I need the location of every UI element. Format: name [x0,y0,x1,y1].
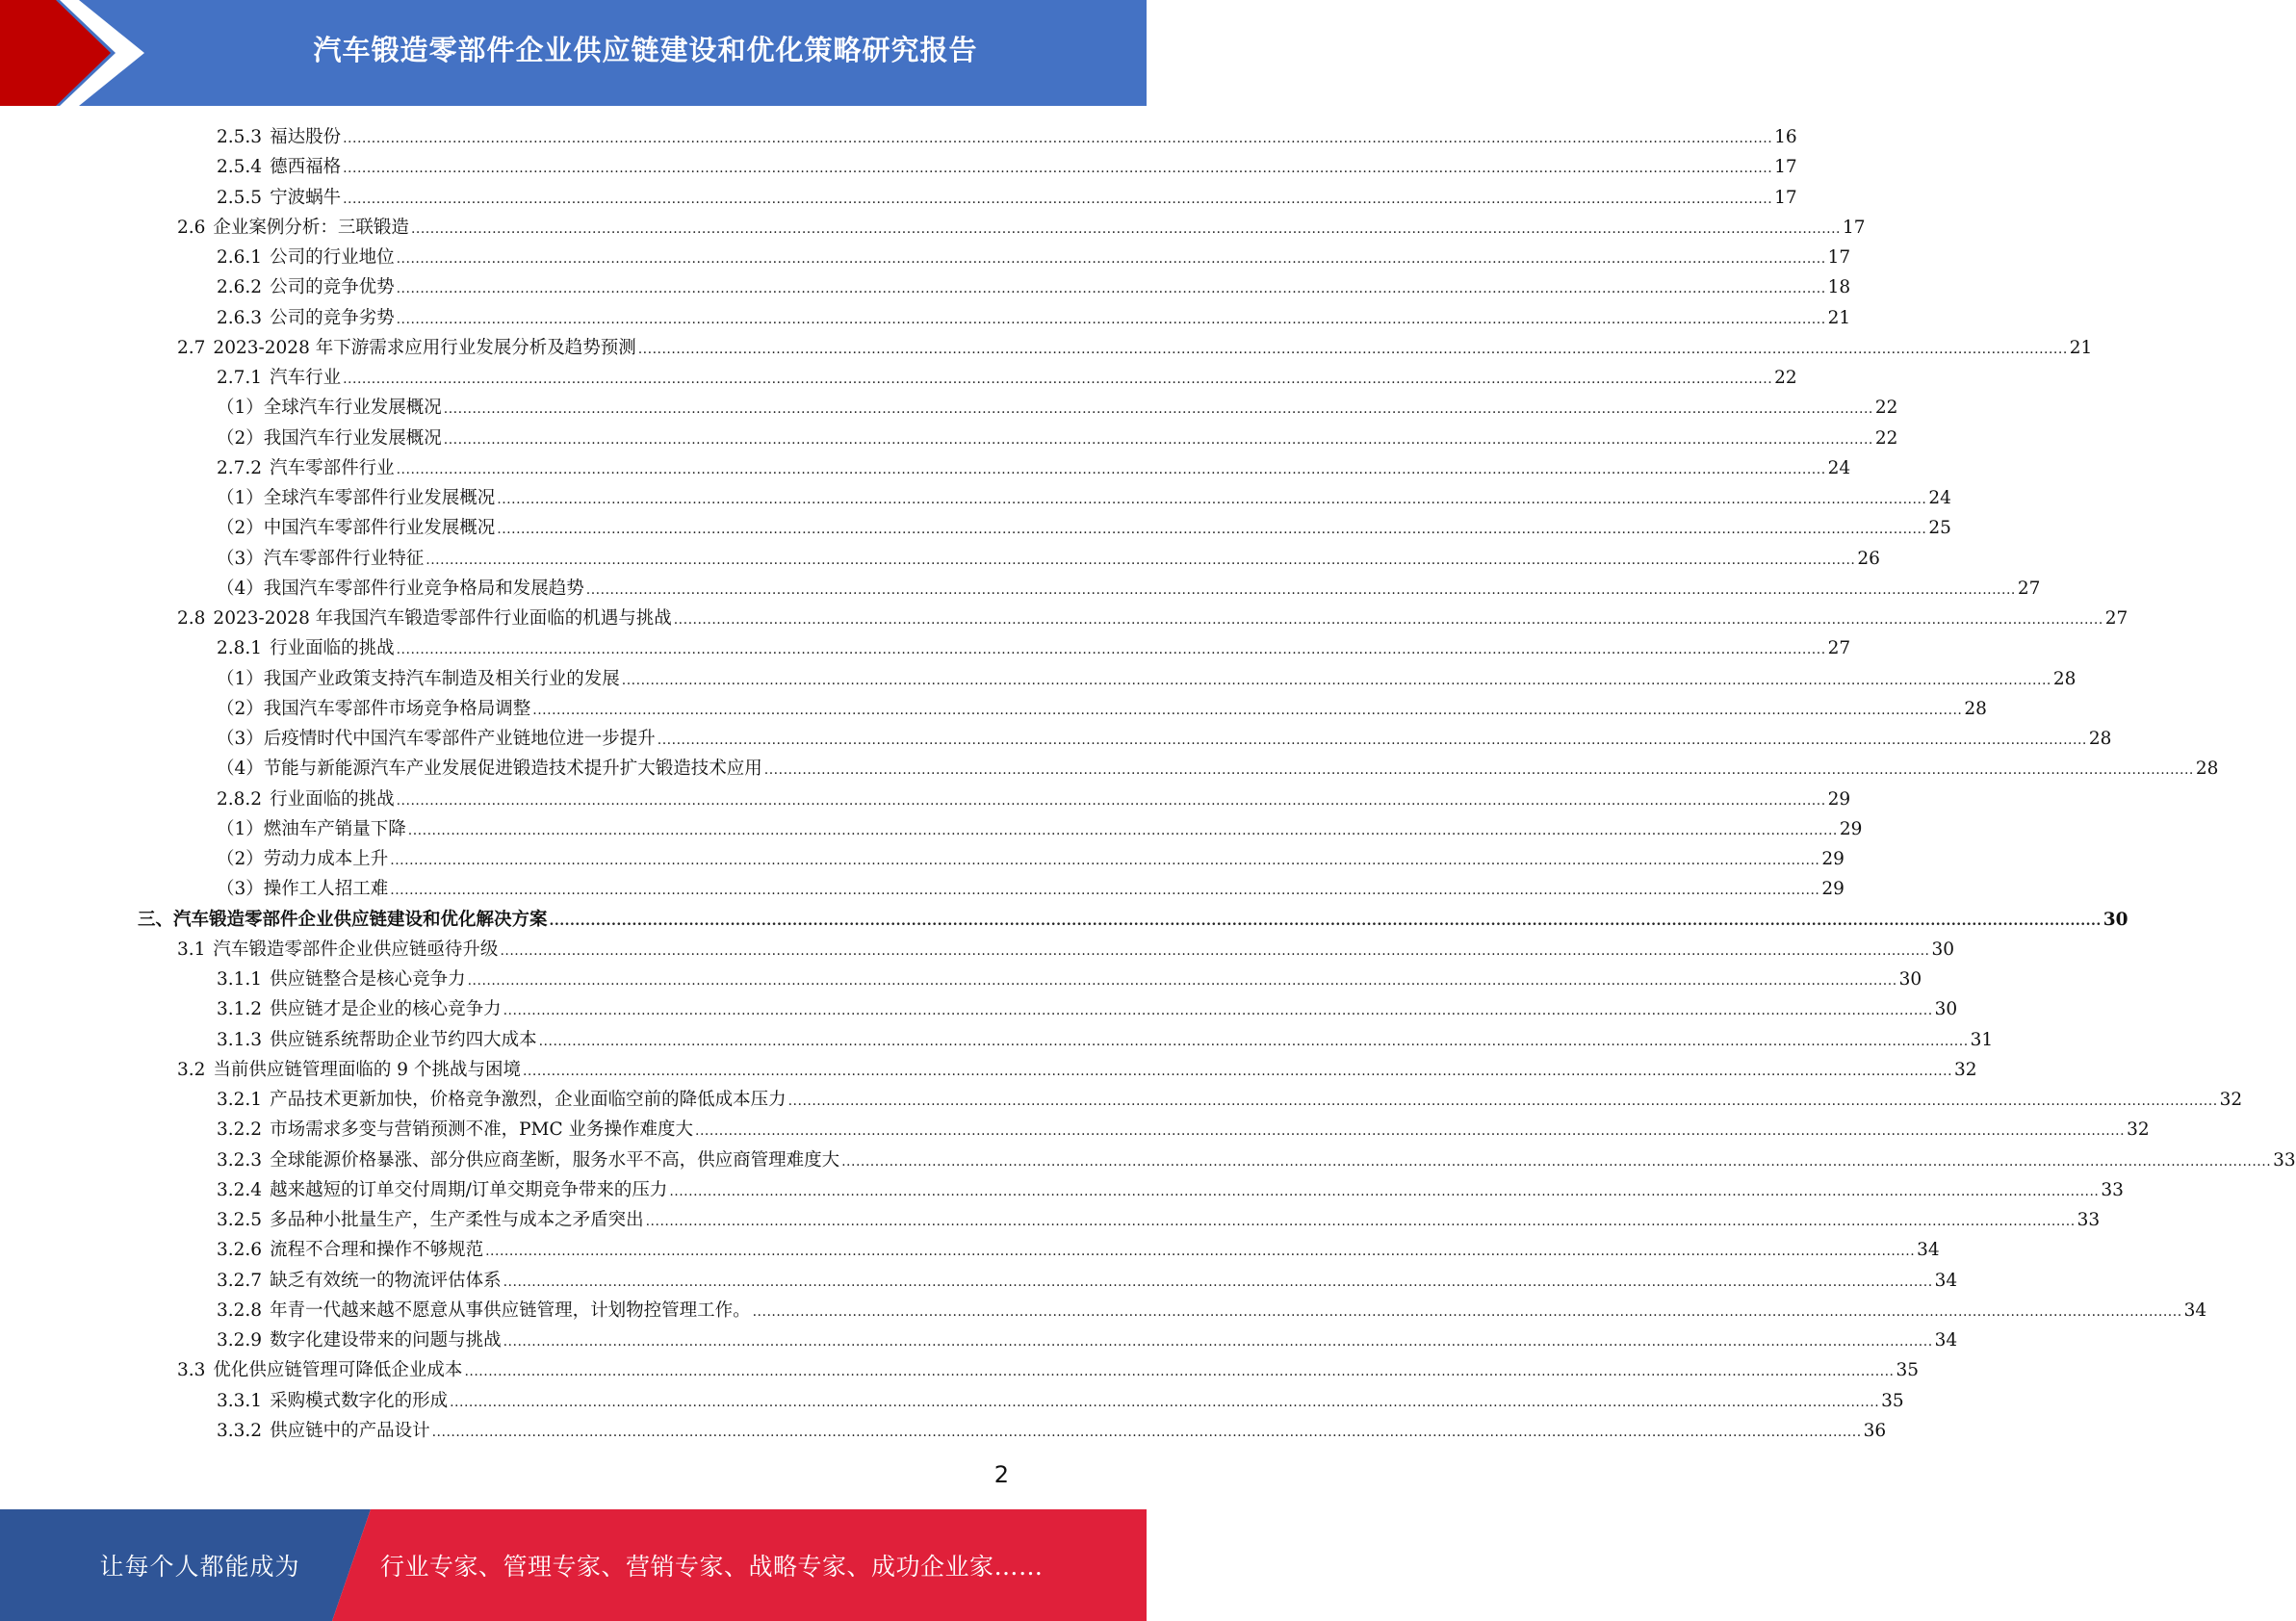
toc-entry[interactable] [217,424,1898,453]
toc-entry-title: 德西福格 [270,157,342,178]
toc-entry-number: 3.1.2 [217,999,263,1020]
toc-entry-number: 2.7.1 [217,368,263,388]
toc-entry-number: 2.8.1 [217,638,263,659]
toc-entry-title: 汽车零部件行业 [270,457,395,478]
toc-entry[interactable] [217,994,1958,1024]
toc-entry-page: 17 [1843,217,1866,238]
toc-entry[interactable] [177,1355,1920,1385]
toc-entry-title: （4）我国汽车零部件行业竞争格局和发展趋势 [217,578,584,599]
toc-entry[interactable] [217,1325,1958,1355]
toc-dot-leader: ............................................................................................................................................................................................................................................................................................................ [538,1033,1969,1049]
toc-entry-title: 多品种小批量生产，生产柔性与成本之矛盾突出 [270,1210,644,1230]
toc-entry[interactable] [217,152,1797,182]
toc-dot-leader: ............................................................................................................................................................................................................................................................................................................ [396,311,1826,327]
toc-entry[interactable] [217,1386,1904,1416]
toc-entry-page: 28 [1964,698,1987,719]
toc-entry-page: 16 [1774,127,1797,147]
toc-dot-leader: ............................................................................................................................................................................................................................................................................................................ [343,131,1773,146]
toc-entry[interactable] [217,1025,1994,1055]
toc-entry-title: 行业面临的挑战 [270,788,395,810]
toc-entry[interactable] [217,965,1922,994]
toc-dot-leader: ............................................................................................................................................................................................................................................................................................................ [585,581,2016,598]
toc-entry-title: 采购模式数字化的形成 [270,1390,449,1411]
toc-entry-page: 24 [1827,457,1851,478]
toc-entry-title: 数字化建设带来的问题与挑战 [270,1330,502,1351]
toc-entry-page: 28 [2088,729,2112,749]
toc-entry[interactable] [217,1115,2150,1145]
toc-entry[interactable] [217,724,2112,754]
toc-entry-number: 2.8.2 [217,788,263,810]
toc-entry-number: 3.2.5 [217,1210,263,1230]
toc-entry-number: 3.2.3 [217,1149,263,1171]
toc-entry-title: 2023-2028 年我国汽车锻造零部件行业面临的机遇与挑战 [213,608,672,629]
toc-dot-leader: ............................................................................................................................................................................................................................................................................................................ [645,1214,2076,1229]
toc-entry-page: 33 [2101,1179,2124,1200]
toc-entry[interactable] [217,1205,2101,1235]
toc-entry-number: 2.5.4 [217,157,263,178]
toc-dot-leader: ............................................................................................................................................................................................................................................................................................................ [695,1123,2126,1140]
toc-entry[interactable] [217,785,1851,814]
toc-entry[interactable] [217,1416,1887,1446]
toc-entry[interactable] [138,905,2128,935]
toc-entry-number: 2.8 [177,608,206,629]
toc-entry-page: 17 [1774,187,1797,208]
toc-entry-page: 32 [1954,1059,1977,1080]
toc-entry-page: 29 [1839,818,1863,839]
toc-dot-leader: ............................................................................................................................................................................................................................................................................................................ [485,1244,1916,1260]
toc-dot-leader: ............................................................................................................................................................................................................................................................................................................ [657,733,2087,748]
toc-entry-number: 3.2.4 [217,1179,263,1200]
toc-dot-leader: ............................................................................................................................................................................................................................................................................................................ [343,161,1773,177]
toc-entry[interactable] [217,1175,2124,1205]
page-footer [0,1509,1147,1621]
toc-entry-page: 29 [1821,849,1845,869]
toc-dot-leader: ............................................................................................................................................................................................................................................................................................................ [637,341,2068,357]
toc-entry[interactable] [217,1085,2243,1115]
toc-entry-number: 3.3.1 [217,1390,263,1411]
toc-entry[interactable] [217,453,1851,483]
toc-entry-page: 35 [1896,1360,1920,1381]
toc-entry-page: 17 [1774,157,1797,178]
toc-dot-leader: ............................................................................................................................................................................................................................................................................................................ [390,883,1820,899]
toc-entry-page: 30 [2103,909,2128,930]
toc-dot-leader: ............................................................................................................................................................................................................................................................................................................ [497,492,1927,507]
toc-dot-leader: ............................................................................................................................................................................................................................................................................................................ [522,1063,1953,1079]
toc-entry-page: 31 [1970,1029,1994,1050]
toc-entry-title: 福达股份 [270,127,342,147]
toc-dot-leader: ............................................................................................................................................................................................................................................................................................................ [426,552,1856,568]
toc-entry[interactable] [217,1235,1940,1265]
toc-entry-page: 17 [1827,247,1851,268]
toc-entry-page: 21 [2069,337,2093,358]
toc-dot-leader: ............................................................................................................................................................................................................................................................................................................ [343,191,1773,207]
toc-entry-title: （1）全球汽车行业发展概况 [217,398,442,419]
toc-entry-page: 29 [1827,788,1851,810]
toc-entry-title: （2）我国汽车零部件市场竞争格局调整 [217,698,531,719]
toc-entry[interactable] [217,754,2219,784]
toc-entry[interactable] [217,814,1863,844]
toc-entry-title: 产品技术更新加快，价格竞争激烈，企业面临空前的降低成本压力 [270,1090,787,1110]
toc-entry[interactable] [217,874,1845,904]
toc-entry-number: 3.2.6 [217,1240,263,1261]
toc-entry[interactable] [217,483,1951,513]
toc-entry-title: （4）节能与新能源汽车产业发展促进锻造技术提升扩大锻造技术应用 [217,759,762,780]
toc-dot-leader: ............................................................................................................................................................................................................................................................................................................ [443,431,1873,448]
toc-entry[interactable] [217,393,1898,423]
toc-entry-number: 3.2.9 [217,1330,263,1351]
toc-entry-title: （1）燃油车产销量下降 [217,818,406,839]
page-header [0,0,1147,106]
page-number: 2 [993,1461,1009,1488]
toc-dot-leader: ............................................................................................................................................................................................................................................................................................................ [396,642,1826,658]
report-title: 汽车锻造零部件企业供应链建设和优化策略研究报告 [313,33,978,66]
toc-dot-leader: ............................................................................................................................................................................................................................................................................................................ [673,612,2103,628]
toc-dot-leader: ............................................................................................................................................................................................................................................................................................................ [464,1364,1895,1380]
toc-entry-page: 28 [2052,668,2077,689]
footer-slogan-left: 让每个人都能成为 [99,1553,300,1581]
toc-entry[interactable] [217,664,2077,694]
toc-entry[interactable] [217,844,1845,874]
toc-entry-page: 33 [2273,1149,2296,1171]
toc-entry-page: 21 [1827,307,1851,328]
toc-entry-title: 越来越短的订单交付周期/订单交期竞争带来的压力 [270,1179,668,1200]
toc-dot-leader: ............................................................................................................................................................................................................................................................................................................ [407,822,1838,838]
toc-entry-page: 26 [1857,548,1880,569]
toc-dot-leader: ............................................................................................................................................................................................................................................................................................................ [763,762,2194,779]
toc-dot-leader: ............................................................................................................................................................................................................................................................................................................ [841,1153,2272,1170]
toc-entry-title: （2）我国汽车行业发展概况 [217,427,442,449]
toc-entry-title: 优化供应链管理可降低企业成本 [213,1360,463,1381]
toc-entry-page: 30 [1898,969,1922,990]
toc-dot-leader: ............................................................................................................................................................................................................................................................................................................ [787,1094,2218,1109]
toc-entry-number: 2.6.1 [217,247,263,268]
toc-entry-title: 汽车锻造零部件企业供应链亟待升级 [213,939,499,960]
toc-entry-title: 企业案例分析：三联锻造 [213,217,409,238]
toc-entry-number: 3.2.2 [217,1119,263,1141]
toc-entry-title: 供应链整合是核心竞争力 [270,969,466,990]
toc-entry[interactable] [217,303,1851,333]
toc-entry-number: 3.1.1 [217,969,263,990]
toc-entry-number: 3.2.8 [217,1299,263,1321]
toc-entry-title: （3）操作工人招工难 [217,879,389,900]
toc-dot-leader: ............................................................................................................................................................................................................................................................................................................ [467,973,1897,989]
toc-entry[interactable] [217,513,1951,543]
toc-entry-title: 年青一代越来越不愿意从事供应链管理，计划物控管理工作。 [270,1299,751,1321]
toc-dot-leader: ............................................................................................................................................................................................................................................................................................................ [500,942,1930,959]
toc-entry[interactable] [177,935,1955,965]
toc-entry-title: 公司的行业地位 [270,247,395,268]
toc-entry-title: （2）中国汽车零部件行业发展概况 [217,518,496,539]
toc-entry-page: 24 [1928,488,1951,508]
toc-entry-title: 宁波蜗牛 [270,187,342,208]
toc-entry-number: 3.2 [177,1059,206,1080]
toc-entry[interactable] [217,183,1797,213]
toc-dot-leader: ............................................................................................................................................................................................................................................................................................................ [443,401,1873,418]
toc-dot-leader: ............................................................................................................................................................................................................................................................................................................ [549,913,2102,929]
toc-dot-leader: ............................................................................................................................................................................................................................................................................................................ [503,1003,1933,1019]
toc-entry-number: 2.5.3 [217,127,263,147]
toc-entry-page: 34 [2183,1299,2207,1321]
toc-entry-page: 32 [2219,1090,2243,1110]
toc-entry-page: 27 [2017,578,2041,599]
toc-entry-page: 25 [1928,518,1951,539]
toc-entry-number: 2.7 [177,337,206,358]
toc-entry-number: 2.5.5 [217,187,263,208]
toc-entry-number: 3.3.2 [217,1420,263,1441]
toc-dot-leader: ............................................................................................................................................................................................................................................................................................................ [752,1303,2182,1320]
toc-entry-number: 3.3 [177,1360,206,1381]
toc-entry-page: 36 [1863,1420,1887,1441]
toc-entry[interactable] [217,574,2041,604]
toc-entry-title: 市场需求多变与营销预测不准，PMC 业务操作难度大 [270,1119,694,1141]
toc-entry-page: 29 [1821,879,1845,900]
toc-dot-leader: ............................................................................................................................................................................................................................................................................................................ [396,251,1826,267]
toc-entry-title: 公司的竞争劣势 [270,307,395,328]
toc-entry[interactable] [217,694,1987,724]
toc-dot-leader: ............................................................................................................................................................................................................................................................................................................ [396,792,1826,809]
toc-entry-title: 供应链才是企业的核心竞争力 [270,999,502,1020]
toc-entry[interactable] [177,1055,1977,1085]
toc-entry-title: 供应链系统帮助企业节约四大成本 [270,1029,537,1050]
toc-entry-page: 34 [1934,1330,1958,1351]
toc-entry-page: 22 [1874,398,1898,419]
toc-dot-leader: ............................................................................................................................................................................................................................................................................................................ [503,1274,1933,1290]
toc-entry-page: 22 [1874,427,1898,449]
toc-entry-title: （1）我国产业政策支持汽车制造及相关行业的发展 [217,668,620,689]
toc-entry-title: 2023-2028 年下游需求应用行业发展分析及趋势预测 [213,337,636,358]
toc-entry-title: 当前供应链管理面临的 9 个挑战与困境 [213,1059,521,1080]
toc-entry-title: （1）全球汽车零部件行业发展概况 [217,488,496,508]
toc-dot-leader: ............................................................................................................................................................................................................................................................................................................ [669,1183,2100,1199]
toc-entry[interactable] [217,1145,2296,1175]
toc-entry[interactable] [217,544,1880,574]
toc-entry[interactable] [177,604,2128,633]
toc-entry-title: 三、汽车锻造零部件企业供应链建设和优化解决方案 [138,909,548,930]
red-chevron-graphic [0,0,154,106]
toc-dot-leader: ............................................................................................................................................................................................................................................................................................................ [532,702,1963,718]
toc-dot-leader: ............................................................................................................................................................................................................................................................................................................ [396,281,1826,297]
toc-entry-title: （3）后疫情时代中国汽车零部件产业链地位进一步提升 [217,729,656,749]
toc-entry-number: 3.2.7 [217,1270,263,1291]
toc-entry-page: 30 [1931,939,1955,960]
toc-entry[interactable] [217,1266,1958,1296]
toc-entry-number: 2.6.3 [217,307,263,328]
toc-entry[interactable] [217,243,1851,272]
toc-dot-leader: ............................................................................................................................................................................................................................................................................................................ [621,672,2051,688]
toc-entry-title: 公司的竞争优势 [270,277,395,298]
toc-entry-number: 3.2.1 [217,1090,263,1110]
toc-dot-leader: ............................................................................................................................................................................................................................................................................................................ [503,1334,1933,1350]
toc-entry[interactable] [177,213,1866,243]
toc-entry-title: 行业面临的挑战 [270,638,395,659]
toc-entry-page: 34 [1917,1240,1940,1261]
toc-entry-number: 3.1.3 [217,1029,263,1050]
toc-entry-title: 缺乏有效统一的物流评估体系 [270,1270,502,1291]
toc-entry-page: 27 [2104,608,2128,629]
toc-entry[interactable] [217,363,1797,393]
toc-dot-leader: ............................................................................................................................................................................................................................................................................................................ [431,1424,1862,1440]
toc-dot-leader: ............................................................................................................................................................................................................................................................................................................ [497,522,1927,538]
toc-entry-page: 33 [2077,1210,2101,1230]
toc-entry-page: 27 [1827,638,1851,659]
toc-entry-page: 28 [2195,759,2219,780]
toc-entry[interactable] [177,333,2093,363]
toc-entry-page: 18 [1827,277,1851,298]
toc-entry-title: 全球能源价格暴涨、部分供应商垄断，服务水平不高，供应商管理难度大 [270,1149,840,1171]
toc-entry-title: （3）汽车零部件行业特征 [217,548,425,569]
footer-slogan-right: 行业专家、管理专家、营销专家、战略专家、成功企业家…… [380,1553,1044,1581]
toc-entry-page: 32 [2127,1119,2150,1141]
toc-dot-leader: ............................................................................................................................................................................................................................................................................................................ [343,372,1773,387]
toc-dot-leader: ............................................................................................................................................................................................................................................................................................................ [396,461,1826,477]
toc-entry[interactable] [217,272,1851,302]
toc-entry-number: 3.1 [177,939,206,960]
toc-entry-title: 供应链中的产品设计 [270,1420,430,1441]
toc-entry[interactable] [217,122,1797,152]
toc-entry-title: 汽车行业 [270,368,342,388]
toc-entry-number: 2.6.2 [217,277,263,298]
toc-entry-title: （2）劳动力成本上升 [217,849,389,869]
toc-entry-page: 22 [1774,368,1797,388]
toc-dot-leader: ............................................................................................................................................................................................................................................................................................................ [390,853,1820,868]
toc-entry-page: 30 [1934,999,1958,1020]
toc-entry-title: 流程不合理和操作不够规范 [270,1240,484,1261]
toc-dot-leader: ............................................................................................................................................................................................................................................................................................................ [410,220,1841,237]
toc-entry-page: 34 [1934,1270,1958,1291]
toc-entry[interactable] [217,633,1851,663]
toc-entry-number: 2.6 [177,217,206,238]
toc-entry-page: 35 [1881,1390,1904,1411]
toc-entry-number: 2.7.2 [217,457,263,478]
toc-entry[interactable] [217,1296,2207,1325]
toc-dot-leader: ............................................................................................................................................................................................................................................................................................................ [450,1394,1880,1410]
